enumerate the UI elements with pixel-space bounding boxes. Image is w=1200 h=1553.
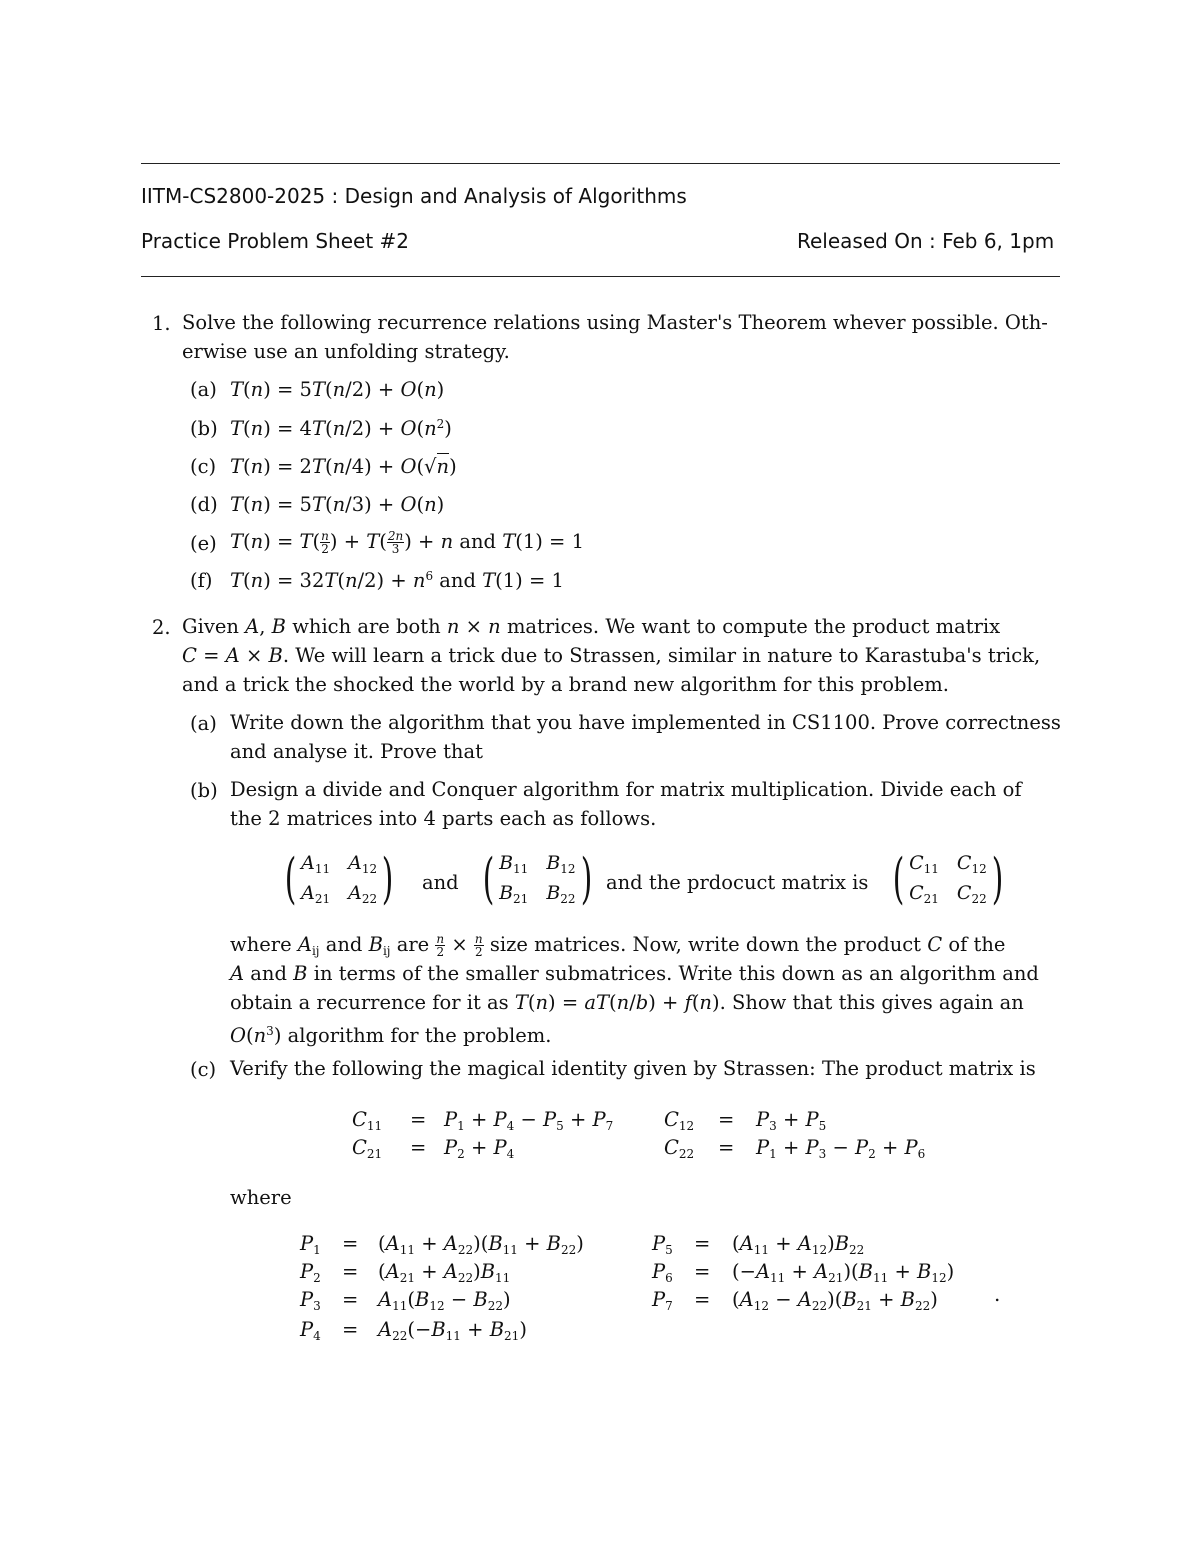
recurrence-1d: T(n) = 5T(n/3) + O(n) — [230, 493, 445, 516]
matrix-and-word: and — [422, 871, 459, 894]
release-date: Released On : Feb 6, 1pm — [797, 229, 1055, 253]
problem-1-intro-line-1: Solve the following recurrence relations using Master's Theorem whever possible. Oth- — [182, 311, 1048, 334]
problem-2-number: 2. — [152, 616, 171, 639]
problem-2-line-3: and a trick the shocked the world by a brand new algorithm for this problem. — [182, 673, 949, 696]
problem-1-number: 1. — [152, 312, 171, 335]
recurrence-1b: $T(n) = 4T(n/2) + O(n^2)$ — [230, 417, 452, 440]
problem-1-intro-line-2: erwise use an unfolding strategy. — [182, 340, 510, 363]
sheet-title: Practice Problem Sheet #2 — [141, 229, 410, 253]
recurrence-1f: $T(n) = 32T(n/2) + n^6$ and T(1) = 1 — [230, 569, 564, 592]
p4-definition: $P_4$ — [300, 1318, 321, 1343]
part-2b-line-1: Design a divide and Conquer algorithm for matrix multiplication. Divide each of — [230, 778, 1022, 801]
part-2b-line-6: $O(n^3)$ algorithm for the problem. — [230, 1024, 552, 1047]
and-word-1f: and — [439, 569, 476, 592]
p3-definition: $P_3$ — [300, 1288, 321, 1313]
problem-2-line-2: C = A × B. We will learn a trick due to Strassen, similar in nature to Karastuba's trick, — [182, 644, 1041, 667]
p6-definition: $P_6$ — [652, 1260, 673, 1285]
recurrence-1c: T(n) = 2T(n/4) + O(√n) — [230, 455, 457, 478]
part-2c-label: (c) — [190, 1058, 217, 1081]
p5-definition: $P_5$ — [652, 1232, 673, 1257]
and-word-1e: and — [459, 530, 497, 553]
c11-identity: $C_{11}$ — [352, 1108, 383, 1133]
part-1d-label: (d) — [190, 493, 218, 516]
p1-definition: $P_1$ — [300, 1232, 321, 1257]
part-2b-label: (b) — [190, 779, 218, 802]
course-title: IITM-CS2800-2025 : Design and Analysis of Algorithms — [141, 184, 687, 208]
p2-definition: $P_2$ — [300, 1260, 321, 1285]
matrix-C-block: ( $C_{11}$ $C_{12}$ $C_{21}$ $C_{22}$ ) — [892, 847, 1004, 910]
c22-identity: $C_{22}$ — [664, 1136, 695, 1161]
header-bottom-rule — [141, 276, 1060, 277]
trailing-period: . — [994, 1282, 1001, 1306]
part-2b-line-2: the 2 matrices into 4 parts each as follows. — [230, 807, 657, 830]
recurrence-1e: T(n) = T( $\frac{n}{2}$ ) + T( $\frac{2n}{3}$ ) + n and T(1) = 1 — [230, 529, 584, 556]
part-2b-line-5: obtain a recurrence for it as T(n) = aT(n/b) + f(n). Show that this gives again an — [230, 991, 1024, 1014]
part-1f-label: (f) — [190, 569, 213, 592]
part-2a-line-1: Write down the algorithm that you have implemented in CS1100. Prove correctness — [230, 711, 1061, 734]
part-1b-label: (b) — [190, 417, 218, 440]
part-2b-line-4: A and B in terms of the smaller submatrices. Write this down as an algorithm and — [230, 962, 1039, 985]
part-2a-label: (a) — [190, 712, 217, 735]
part-2b-line-3: where $A_{ij}$ and $B_{ij}$ are $\frac{n}{2}$ × $\frac{n}{2}$ size matrices. Now, write down the product C of the — [230, 932, 1006, 959]
top-rule — [141, 163, 1060, 164]
c12-identity: $C_{12}$ — [664, 1108, 695, 1133]
part-2a-line-2: and analyse it. Prove that — [230, 740, 483, 763]
part-1a-label: (a) — [190, 378, 217, 401]
problem-2-line-1: Given A, B which are both n × n matrices. We want to compute the product matrix — [182, 615, 1001, 638]
part-2c-where: where — [230, 1186, 292, 1209]
part-1e-label: (e) — [190, 532, 217, 555]
matrix-A-block: ( $A_{11}$ $A_{12}$ $A_{21}$ $A_{22}$ ) — [284, 847, 394, 910]
matrix-B-block: ( $B_{11}$ $B_{12}$ $B_{21}$ $B_{22}$ ) — [482, 847, 592, 910]
part-2c-line-1: Verify the following the magical identity given by Strassen: The product matrix is — [230, 1057, 1036, 1080]
part-1c-label: (c) — [190, 455, 217, 478]
product-matrix-text: and the prdocuct matrix is — [606, 871, 869, 894]
c21-identity: $C_{21}$ — [352, 1136, 383, 1161]
recurrence-1a: T(n) = 5T(n/2) + O(n) — [230, 378, 445, 401]
p7-definition: $P_7$ — [652, 1288, 673, 1313]
